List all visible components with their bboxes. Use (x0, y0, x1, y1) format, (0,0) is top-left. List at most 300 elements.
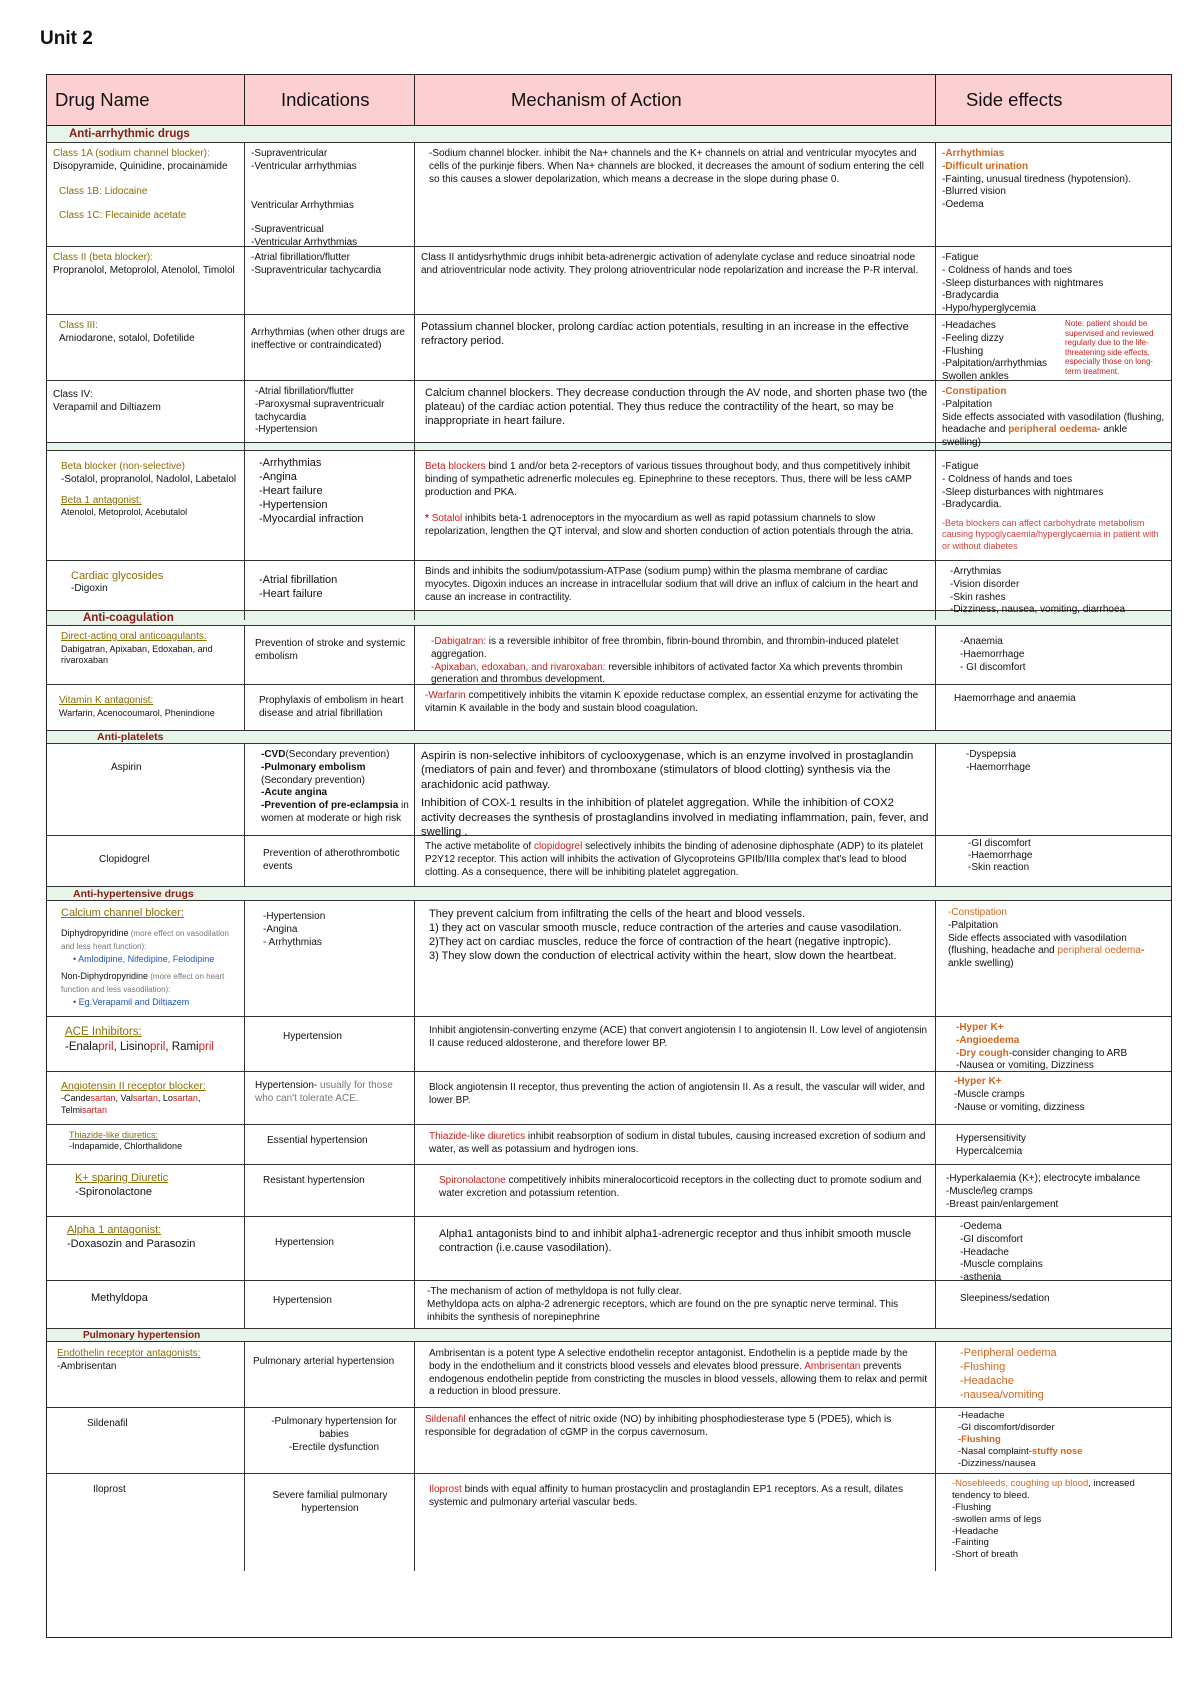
side-effect-item: -Sleep disturbances with nightmares (942, 486, 1104, 498)
indication-item: -Supraventricual (251, 224, 324, 236)
side-effect-item: -Arrythmias (950, 566, 1002, 577)
indication-item: -Hypertension (259, 499, 328, 512)
side-effect-cell (936, 1017, 1171, 1076)
drug-label: Direct-acting oral anticoagulants: (61, 631, 207, 642)
subclass-examples: Eg.Verapamil and Diltiazem (78, 996, 190, 1007)
drug-names: -Spironolactone (75, 1186, 153, 1199)
indication-cell: Prevention of atherothrombotic events (245, 836, 415, 886)
asterisk-icon: * (425, 513, 429, 525)
side-effect-item: -Bradycardia (942, 290, 999, 302)
side-effect-item: -Skin rashes (950, 591, 1006, 603)
side-effect-item: -Nause or vomiting, dizziness (954, 1101, 1085, 1113)
table-row-methyldopa (47, 1281, 1171, 1329)
section-antiplatelets: Anti-platelets (47, 731, 1171, 744)
mechanism-text: inhibit reabsorption of sodium in distal tubules, causing increased excretion of sodium and water, as well as potassium and hydrogen ions. (429, 1131, 926, 1155)
side-effect-item: -Breast pain/enlargement (946, 1198, 1059, 1210)
side-effect-note: -consider changing to ARB (1008, 1047, 1128, 1059)
page-title: Unit 2 (40, 28, 93, 49)
drug-suffix: pril (98, 1040, 114, 1053)
side-effect-item: -nausea/vomiting (960, 1389, 1044, 1402)
drug-names: Atenolol, Metoprolol, Acebutalol (61, 507, 188, 518)
side-effect-item: -Arrhythmias (942, 148, 1005, 159)
side-effect-item: -Fainting (952, 1537, 989, 1549)
drug-highlight: Sotalol (431, 513, 463, 525)
indication-item: -Hypertension (263, 911, 326, 922)
side-effect-item: -Haemorrhage (966, 761, 1031, 773)
drug-label: Class III: (59, 320, 98, 331)
side-effect-cell (936, 143, 1171, 253)
table-row-thiazide (47, 1125, 1171, 1165)
side-effect-item: -Fainting, unusual tiredness (hypotension). (942, 173, 1131, 185)
drug-names: -Ambrisentan (57, 1360, 117, 1372)
indication-item: -Atrial fibrillation/flutter (255, 386, 354, 397)
mechanism-text: competitively inhibits mineralocorticoid receptors in the collecting duct to promote sodium and water excretion and potassium retention. (439, 1175, 922, 1199)
side-effect-cell (936, 836, 1171, 886)
indication-cell: Pulmonary arterial hypertension (245, 1342, 415, 1407)
carbohydrate-note: -Beta blockers can affect carbohydrate metabolism causing hypoglycaemia/hyperglycaemia in patient with or without diabetes (942, 518, 1162, 551)
indication-item: -Angina (263, 923, 298, 935)
drug-label: Class IV: (53, 389, 93, 400)
drug-cell (47, 1342, 245, 1407)
side-effect-item: -Constipation (948, 907, 1007, 918)
indication-item: -Acute angina (261, 787, 328, 799)
indication-note: usually for those who can't tolerate ACE. (255, 1080, 393, 1104)
table-row-ace-inhibitors (47, 1017, 1171, 1072)
mechanism-text: prevents endogenous endothelin peptide from constricting the muscles in blood vessels, allowing them to relax and permit a reduction in blood pressure. (429, 1360, 928, 1398)
drug-names: Dabigatran, Apixaban, Edoxaban, and rivaroxaban (61, 643, 216, 666)
side-effect-item: Side effects associated with vasodilation (flushing, headache and (948, 932, 1127, 957)
drug-cell (47, 143, 245, 253)
supervision-note: Note: patient should be supervised and reviewed regularly due to the life-threatening side effects, especially those on long-term treatment. (1065, 319, 1154, 376)
header-indications: Indications (245, 75, 415, 125)
mechanism-cell (415, 1125, 936, 1164)
mechanism-text: bind 1 and/or beta 2-receptors of various tissues throughout body, and thus competitively inhibit binding of sympathetic adrenerfic molecules eg. Epinephrine to these receptors. Thus, there will be less cAMP production and PKA. (425, 461, 912, 498)
drug-cell: Clopidogrel (47, 836, 245, 886)
mechanism-text: 1) they act on vascular smooth muscle, reduce contraction of the arteries and cause vasodilation. (429, 922, 902, 935)
mechanism-text: They prevent calcium from infiltrating the cells of the heart and blood vessels. (429, 908, 806, 920)
indication-item: -Atrial fibrillation/flutter (251, 252, 350, 263)
table-row-sildenafil (47, 1408, 1171, 1474)
side-effect-item: -Dry cough (956, 1047, 1009, 1059)
side-effect-item: -Hyper K+ (954, 1076, 1002, 1087)
header-mechanism: Mechanism of Action (415, 75, 936, 125)
mechanism-text: -The mechanism of action of methyldopa is not fully clear. (427, 1286, 682, 1297)
side-effect-cell (936, 1072, 1171, 1124)
side-effect-cell (936, 1474, 1171, 1571)
drug-names: , Lisino (113, 1040, 151, 1053)
drug-names: -Enala (65, 1040, 99, 1053)
mechanism-text: binds with equal affinity to human prostacyclin and prostaglandin EP1 receptors. As a result, dilates systemic and pulmonary arterial vascular beds. (429, 1484, 903, 1508)
side-effect-item: -Headache (958, 1410, 1005, 1421)
mechanism-cell (415, 685, 936, 730)
side-effect-item: -Hypo/hyperglycemia (942, 303, 1036, 315)
mechanism-cell: Potassium channel blocker, prolong cardiac action potentials, resulting in an increase in the effective refractory period. (415, 315, 936, 387)
drug-names: -Sotalol, propranolol, Nadolol, Labetalol (61, 473, 237, 485)
side-effect-item: - ankle swelling) (948, 945, 1145, 970)
mechanism-text: is a reversible inhibitor of free thrombin, fibrin-bound thrombin, and thrombin-induced platelet aggregation. (431, 636, 899, 660)
mechanism-cell (415, 901, 936, 1016)
drug-cell (47, 1072, 245, 1124)
drug-names: Disopyramide, Quinidine, procainamide (53, 160, 228, 172)
drug-label: Class 1A (sodium channel blocker): (53, 148, 210, 159)
side-effect-item: -GI discomfort (968, 838, 1031, 849)
subclass-examples: Amlodipine, Nifedipine, Felodipine (78, 953, 215, 964)
side-effect-item: -Flushing (952, 1501, 992, 1513)
side-effect-item: -Dizziness, nausea, vomiting, diarrhoea (950, 604, 1126, 616)
side-effect-cell: Sleepiness/sedation (960, 1293, 1050, 1304)
drug-suffix: sartan (82, 1104, 108, 1115)
mechanism-cell: Block angiotensin II receptor, thus preventing the action of angiotensin II. As a result, the vascular will wider, and lower BP. (415, 1072, 936, 1124)
table-row-class3 (47, 315, 1171, 381)
side-effect-item: -Nausea or vomiting, Dizziness (956, 1060, 1094, 1072)
drug-label: Endothelin receptor antagonists: (57, 1348, 201, 1359)
drug-names: -Doxasozin and Parasozin (67, 1238, 196, 1251)
indication-cell: Hypertension (245, 1017, 415, 1076)
table-row-clopidogrel (47, 836, 1171, 887)
side-effect-item: -Anaemia (960, 636, 1003, 647)
drug-highlight: -Warfarin (425, 690, 466, 701)
side-effect-item: -Fatigue (942, 252, 979, 263)
drug-cell: Aspirin (47, 744, 245, 843)
drug-names: Amiodarone, sotalol, Dofetilide (59, 332, 195, 344)
side-effect-item: -Muscle complains (960, 1259, 1043, 1271)
subclass-note: (more effect on heart function and less vasodilation): (61, 971, 225, 994)
side-effect-item: peripheral oedema (1057, 945, 1141, 957)
side-effect-cell: Haemorrhage and anaemia (954, 693, 1076, 704)
table-row-arb (47, 1072, 1171, 1125)
side-effect-item: -Dizziness/nausea (958, 1457, 1036, 1469)
drug-cell (47, 626, 245, 690)
side-effect-cell (936, 1165, 1171, 1216)
mechanism-text: Aspirin is non-selective inhibitors of cyclooxygenase, which is an enzyme involved in prostaglandin (mediators of pain and fever) and thromboxane (stimulators of blood clotting) synthesis via the arachidonic acid pathway. (421, 750, 917, 791)
drug-suffix: pril (198, 1040, 214, 1053)
indication-item: -Myocardial infraction (259, 513, 364, 526)
drug-label: Class 1C: Flecainide acetate (59, 210, 187, 222)
indication-item: -Supraventricular (251, 148, 328, 159)
indication-cell (245, 1072, 415, 1124)
drug-label: Calcium channel blocker: (61, 907, 184, 919)
side-effect-item: -Constipation (942, 386, 1007, 397)
side-effect-item: Hypersensitivity (956, 1133, 1027, 1144)
side-effect-item: -Haemorrhage (960, 648, 1025, 660)
mechanism-text: Methyldopa acts on alpha-2 adrenergic receptors, which are found on the pre synaptic nerve terminal. This inhibits the synthesis of norepinephrine (427, 1298, 901, 1323)
drug-names: , Lo (157, 1093, 173, 1104)
side-effect-item: Side effects associated with vasodilation (flushing, headache and (942, 411, 1165, 436)
side-effect-item: stuffy nose (1031, 1445, 1083, 1457)
table-row-aspirin (47, 744, 1171, 839)
mechanism-cell (415, 451, 936, 560)
side-effect-item: -Feeling dizzy (942, 332, 1004, 344)
table-row-cardiac-glycosides (47, 561, 1171, 616)
drug-names: -Indapamide, Chlorthalidone (69, 1141, 183, 1152)
indication-item: -Arrhythmias (259, 457, 322, 469)
drug-highlight: Thiazide-like diuretics (429, 1131, 526, 1142)
mechanism-text: Inhibition of COX-1 results in the inhibition of platelet aggregation. While the inhibition of COX2 activity decreases the synthesis of prostaglandins involved in mediating inflammation, pain, fever, and swelling . (421, 797, 932, 839)
drug-label: Alpha 1 antagonist: (67, 1224, 162, 1236)
side-effect-cell (936, 381, 1171, 453)
drug-label: Beta 1 antagonist: (61, 494, 142, 506)
table-row-class1 (47, 143, 1171, 247)
side-effect-item: -Angioedema (956, 1034, 1020, 1046)
drug-names: Verapamil and Diltiazem (53, 401, 161, 413)
drug-cell (47, 247, 245, 319)
side-effect-item: -Palpitation/arrhythmias (942, 358, 1048, 370)
side-effect-item: -Dyspepsia (966, 749, 1017, 760)
drug-label: Angiotensin II receptor blocker: (61, 1080, 206, 1092)
side-effect-item: -GI discomfort (960, 1233, 1023, 1245)
drug-cell (47, 1165, 245, 1216)
mechanism-text: Ambrisentan is a potent type A selective endothelin receptor antagonist. Endothelin is a peptide made by the body in the endothelium and it constricts blood vessels and elevates blood pressure. (429, 1348, 908, 1372)
drug-highlight: -Apixaban, edoxaban, and rivaroxaban: (431, 661, 606, 673)
mechanism-cell (415, 836, 936, 886)
indication-item: -Heart failure (259, 588, 323, 601)
drug-suffix: sartan (172, 1093, 198, 1104)
side-effect-item: -swollen arms of legs (952, 1513, 1042, 1525)
side-effect-cell (936, 561, 1171, 620)
indication-cell (245, 744, 415, 843)
indication-cell (245, 247, 415, 319)
indication-note: (Secondary prevention) (261, 774, 365, 786)
side-effect-item: Swollen ankles (942, 371, 1009, 383)
subclass-label: Non-Diphydropyridine (61, 970, 149, 981)
mechanism-cell (415, 1281, 936, 1328)
indication-item: -Prevention of pre-eclampsia (261, 800, 399, 812)
indication-item: -Ventricular arrhythmias (251, 160, 357, 172)
indication-cell: Arrhythmias (when other drugs are ineffective or contraindicated) (245, 315, 415, 387)
side-effect-item: -Hyper K+ (956, 1022, 1004, 1033)
side-effect-item: -Bradycardia. (942, 499, 1002, 511)
side-effect-item: -Headaches (942, 320, 996, 331)
side-effect-item: -Peripheral oedema (960, 1347, 1057, 1359)
side-effect-item: -Difficult urination (942, 160, 1029, 172)
drug-cell: Methyldopa (47, 1281, 245, 1328)
indication-item: -Hypertension (255, 424, 318, 436)
drug-label: Beta blocker (non-selective) (61, 461, 185, 472)
section-antihypertensive: Anti-hypertensive drugs (47, 887, 1171, 901)
indication-item: -Erectile dysfunction (288, 1441, 380, 1453)
indication-item: Hypertension- (255, 1080, 318, 1091)
table-row-beta-blocker (47, 451, 1171, 561)
mechanism-cell: -Sodium channel blocker. inhibit the Na+ channels and the K+ channels on atrial and ventricular myocytes and cells of the purkinje fibers. When Na+ channels are blocked, it decreases the amount of sodium entering the cell so this causes a slower depolarization, which means a decrease in the slope during phase 0. (415, 143, 936, 253)
indication-note: (Secondary prevention) (285, 749, 390, 760)
indication-item: -CVD (261, 749, 286, 760)
mechanism-text: competitively inhibits the vitamin K epoxide reductase complex, an essential enzyme for activating the vitamin K available in the body and sustain blood coagulation. (425, 690, 919, 714)
drug-highlight: Sildenafil (425, 1414, 466, 1425)
drug-names: -Cande (61, 1093, 91, 1104)
drug-cell (47, 451, 245, 560)
side-effect-item: -Oedema (942, 199, 984, 211)
table-row-k-sparing (47, 1165, 1171, 1217)
indication-item: - Arrhythmias (263, 936, 322, 948)
mechanism-text: The active metabolite of (425, 841, 534, 852)
side-effect-cell (936, 744, 1171, 843)
side-effect-cell (936, 315, 1171, 387)
side-effect-item: -Headache (952, 1525, 999, 1537)
side-effect-item: -Palpitation (948, 919, 999, 931)
indication-cell (245, 1408, 415, 1473)
mechanism-cell (415, 1342, 936, 1407)
indication-cell (245, 451, 415, 560)
table-row-vitamin-k (47, 685, 1171, 731)
indication-item: -Pulmonary hypertension for babies (271, 1416, 400, 1440)
mechanism-text: inhibits beta-1 adrenoceptors in the myocardium as well as rapid potassium channels to slow repolarization, lengthen the QT interval, and slow and shorten conduction of action potentials through the atria. (425, 513, 914, 538)
drug-highlight: Ambrisentan (804, 1360, 861, 1372)
side-effect-cell (936, 1408, 1171, 1473)
drug-label: Vitamin K antagonist: (59, 695, 154, 706)
drug-names: , Rami (165, 1040, 199, 1053)
header-side-effects: Side effects (966, 89, 1063, 110)
side-effect-item: -Sleep disturbances with nightmares (942, 277, 1104, 289)
side-effect-item: -Blurred vision (942, 186, 1006, 198)
mechanism-cell (415, 1165, 936, 1216)
indication-item: -Angina (259, 471, 297, 484)
side-effect-cell (936, 1217, 1171, 1288)
table-row-iloprost (47, 1474, 1171, 1571)
drug-label: K+ sparing Diuretic (75, 1172, 169, 1184)
drug-names: Propranolol, Metoprolol, Atenolol, Timolol (53, 264, 235, 276)
mechanism-text: enhances the effect of nitric oxide (NO) by inhibiting phosphodiesterase type 5 (PDE5), which is responsible for degradation of cGMP in the corpus cavernosum. (425, 1414, 892, 1438)
drug-cell (47, 1217, 245, 1288)
indication-cell: Resistant hypertension (245, 1165, 415, 1216)
side-effect-item: -Headache (960, 1375, 1014, 1388)
drug-highlight: Beta blockers (425, 461, 486, 472)
header-drug-name: Drug Name (47, 75, 245, 125)
drug-label: Cardiac glycosides (71, 570, 164, 582)
table-row-alpha1 (47, 1217, 1171, 1284)
drug-label: Class 1B: Lidocaine (59, 185, 148, 197)
side-effect-item: -asthenia (960, 1272, 1002, 1284)
table-row-class4 (47, 381, 1171, 449)
side-effect-item: -Muscle cramps (954, 1088, 1025, 1100)
side-effect-item: -Palpitation (942, 398, 993, 410)
side-effect-item: - GI discomfort (960, 661, 1026, 673)
side-effect-item: -Oedema (960, 1221, 1002, 1232)
indication-item: Ventricular Arrhythmias (251, 199, 354, 211)
drug-cell: Calcium channel blocker: Diphydropyridine (more effect on vasodilation and less heart function): • Amlodipine, Nifedipine, Felodipine Non-Diphydropyridine (more effect on heart function and less vasodilation): • Eg.Verapamil and Diltiazem (47, 901, 245, 1016)
section-anticoagulation: Anti-coagulation (47, 611, 1171, 626)
indication-cell: Hypertension (245, 1281, 415, 1328)
side-effect-item: -Haemorrhage (968, 850, 1033, 861)
indication-note: in women at moderate or high risk (261, 800, 412, 824)
drug-cell: Iloprost (47, 1474, 245, 1571)
mechanism-text: 2)They act on cardiac muscles, reduce the force of contraction of the heart (negative inptropic). (429, 936, 892, 949)
mechanism-cell (415, 744, 936, 843)
side-effect-item: -Flushing (942, 345, 984, 357)
indication-item: -Ventricular Arrhythmias (251, 237, 358, 249)
side-effect-item: -Flushing (960, 1361, 1006, 1374)
side-effect-item: -Skin reaction (968, 862, 1030, 873)
side-effect-cell (936, 247, 1171, 319)
drug-cell (47, 685, 245, 730)
mechanism-cell (415, 1408, 936, 1473)
mechanism-cell (415, 626, 936, 690)
drug-suffix: pril (150, 1040, 166, 1053)
side-effect-item: -Muscle/leg cramps (946, 1185, 1033, 1197)
side-effect-item: - ankle swelling) (942, 424, 1128, 449)
indication-cell: Severe familial pulmonary hypertension (245, 1474, 415, 1571)
side-effect-item: -Short of breath (952, 1549, 1019, 1561)
table-row-doac (47, 626, 1171, 685)
mechanism-text: selectively inhibits the binding of adenosine diphosphate (ADP) to its platelet P2Y12 receptor. This action will inhibits the activation of Glycoproteins GPIIb/IIIa complex that's lead to blood clotting. As a consequence, there will be inhibiting platelet aggregation. (425, 841, 924, 878)
side-effect-item: peripheral oedema (1008, 424, 1098, 436)
side-effect-item: -Nosebleeds, coughing up blood (952, 1478, 1089, 1489)
mechanism-cell: Inhibit angiotensin-converting enzyme (ACE) that convert angiotensin I to angiotensin II. Low level of angiotensin II cause reduced aldosterone, and therefore lower BP. (415, 1017, 936, 1076)
drug-cell (47, 315, 245, 387)
side-effect-item: Hypercalcemia (956, 1145, 1023, 1157)
drug-cell: Sildenafil (47, 1408, 245, 1473)
indication-cell (245, 561, 415, 620)
indication-item: -Pulmonary embolism (261, 761, 366, 773)
table-row-ambrisentan (47, 1342, 1171, 1408)
indication-item: -Supraventricular tachycardia (251, 264, 382, 276)
side-effect-item: -Fatigue (942, 461, 979, 472)
side-effect-cell (936, 901, 1171, 1016)
mechanism-cell: Alpha1 antagonists bind to and inhibit alpha1-adrenergic receptor and thus inhibit smooth muscle contraction (i.e.cause vasodilation). (415, 1217, 936, 1288)
side-effect-item: - Coldness of hands and toes (942, 264, 1073, 276)
mechanism-text: reversible inhibitors of activated factor Xa which prevents thrombin generation and thrombus development. (431, 661, 903, 686)
drug-highlight: Iloprost (429, 1484, 462, 1495)
drug-names: , Telmi (61, 1093, 203, 1115)
indication-item: -Paroxysmal supraventricualr tachycardia (255, 398, 388, 423)
drug-highlight: -Dabigatran: (431, 636, 487, 647)
subclass-note: (more effect on vasodilation and less heart function): (61, 929, 229, 951)
table-row-ccb (47, 901, 1171, 1017)
mechanism-cell: Class II antidysrhythmic drugs inhibit beta-adrenergic activation of adenylate cyclase and reduce sinoatrial node and atrioventricular node activity. They prolong atrioventricular node repolarization and increase the P-R interval. (415, 247, 936, 319)
table-header (47, 75, 1171, 126)
drug-suffix: sartan (132, 1093, 158, 1104)
indication-cell: Prophylaxis of embolism in heart disease and atrial fibrillation (245, 685, 415, 730)
indication-item: -Heart failure (259, 485, 323, 498)
indication-item: -Atrial fibrillation (259, 574, 338, 586)
indication-cell (245, 381, 415, 453)
drug-names: , Val (115, 1093, 133, 1104)
table-row-class2 (47, 247, 1171, 315)
side-effect-item: - Coldness of hands and toes (942, 473, 1073, 485)
side-effect-item: , increased tendency to bleed. (952, 1478, 1138, 1501)
side-effect-cell (936, 451, 1171, 560)
mechanism-cell (415, 1474, 936, 1571)
side-effect-item: -Vision disorder (950, 578, 1020, 590)
side-effect-item: -Flushing (958, 1433, 1001, 1445)
drug-cell (47, 1017, 245, 1076)
side-effect-item: -Hyperkalaemia (K+); electrocyte imbalance (946, 1173, 1141, 1184)
side-effect-cell (936, 1125, 1171, 1164)
drug-suffix: sartan (90, 1093, 116, 1104)
section-antiarrhythmic: Anti-arrhythmic drugs (47, 126, 1171, 143)
side-effect-cell (936, 626, 1171, 690)
mechanism-cell: Binds and inhibits the sodium/potassium-ATPase (sodium pump) within the plasma membrane of cardiac myocytes. Digoxin induces an increase in intracellular sodium that will drive an influx of calcium in the heart and cause an increase in contractility. (415, 561, 936, 620)
section-pulmonary: Pulmonary hypertension (47, 1329, 1171, 1342)
side-effect-item: -Headache (960, 1246, 1009, 1258)
indication-cell: Essential hypertension (245, 1125, 415, 1164)
mechanism-text: 3) They slow down the conduction of electrical activity within the heart, slow down the heartbeat. (429, 950, 897, 963)
side-effect-item: -Nasal complaint- (958, 1445, 1032, 1457)
indication-cell: Hypertension (245, 1217, 415, 1288)
subclass-label: Diphydropyridine (61, 928, 129, 939)
drug-highlight: Spironolactone (439, 1175, 506, 1186)
indication-cell (245, 901, 415, 1016)
drug-highlight: clopidogrel (533, 841, 583, 852)
side-effect-item: -GI discomfort/disorder (958, 1421, 1055, 1433)
drug-label: Thiazide-like diuretics: (69, 1130, 159, 1140)
drug-table (46, 74, 1172, 1638)
drug-cell (47, 1125, 245, 1164)
drug-label: ACE Inhibitors: (65, 1026, 142, 1038)
mechanism-cell: Calcium channel blockers. They decrease conduction through the AV node, and shorten phase two (the plateau) of the cardiac action potential. They thus reduce the contractility of the heart, so may be inappropriate in heart failure. (415, 381, 936, 453)
side-effect-cell (936, 1342, 1171, 1407)
drug-cell (47, 381, 245, 453)
indication-cell: Prevention of stroke and systemic embolism (245, 626, 415, 690)
